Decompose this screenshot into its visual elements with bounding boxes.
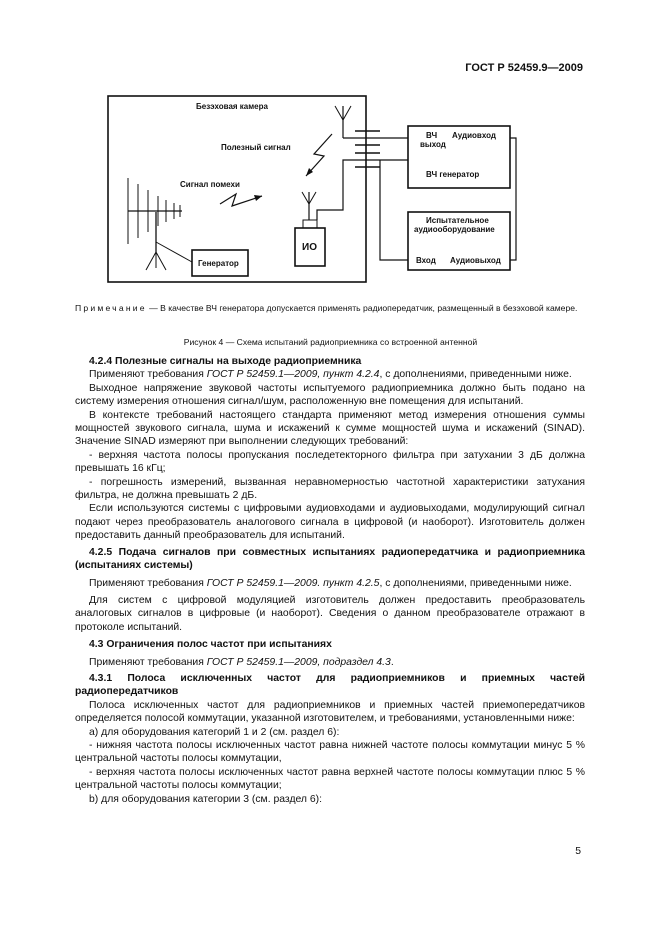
standard-reference: ГОСТ Р 52459.1—2009, подраздел 4.3 [206,656,391,668]
text-run: Применяют требования [89,656,207,668]
text-run: . [390,656,394,668]
section-4-2-4-title: 4.2.4 Полезные сигналы на выходе радиоприемника [89,356,362,367]
figure-caption: Рисунок 4 — Схема испытаний радиоприемника со встроенной антенной [183,337,478,347]
test-setup-diagram [100,92,520,292]
paragraph: Для систем с цифровой модуляцией изготовитель должен предоставить преобразователь аналоговых сигналов в цифровые (и наоборот). Сведения о данном преобразователе отражают в протоколе испытаний. [75,594,585,633]
test-equipment-label-1: Испытательное [426,216,489,225]
document-body [75,352,585,806]
list-item: - погрешность измерений, вызванная неравномерностью частотной характеристики затухания фильтра, не должна превышать 2 дБ. [75,476,585,502]
text-run: Применяют требования [89,577,207,589]
generator-label: Генератор [198,259,239,268]
section-4-3-title: 4.3 Ограничения полос частот при испытаниях [89,639,332,651]
text-run: , с дополнениями, приведенными ниже. [379,577,572,589]
paragraph: Полоса исключенных частот для радиоприемников и приемных частей приемопередатчиков определяется полосой коммутации, указанной изготовителем, и требованиями, установленными ниже: [75,699,585,725]
standard-reference: ГОСТ Р 52459.1—2009. пункт 4.2.5 [206,577,380,589]
rf-label-1: ВЧ [426,131,438,140]
audio-cable [317,160,408,220]
list-item: b) для оборудования категории 3 (см. раздел 6): [89,793,323,805]
paragraph: В контексте требований настоящего стандарта применяют метод измерения отношения суммы мощностей звукового сигнала, шума и искажений к сумме мощностей шума и искажений (SINAD). Значение SINAD измеряют при выполнении следующих требований: [75,409,585,448]
audio-out-label: Аудиовыход [450,256,501,265]
list-item: a) для оборудования категорий 1 и 2 (см. раздел 6): [89,726,340,738]
interference-label: Сигнал помехи [180,180,240,189]
diagram-svg [100,92,520,292]
paragraph [75,368,585,381]
rf-generator-label: ВЧ генератор [426,170,480,179]
anechoic-chamber-box [108,96,366,282]
section-4-3-1-title: 4.3.1 Полоса исключенных частот для радиоприемников и приемных частей радиопередатчиков [75,672,585,698]
text-run: Применяют требования [89,369,207,381]
paragraph: Если используются системы с цифровыми аудиовходами и аудиовыходами, модулирующий сигнал подают через преобразователь аналогового сигнала в цифровой (и наоборот). Изготовитель должен предоставить данный преобразователь для испытаний. [75,503,585,542]
page-number: 5 [575,846,581,857]
document-header: ГОСТ Р 52459.9—2009 [465,62,583,74]
useful-signal-label: Полезный сигнал [221,143,291,152]
list-item: - верхняя частота полосы исключенных частот равна верхней частоте полосы коммутации плюс 5 % центральной частоты полосы коммутации; [75,766,585,792]
note-text: — В качестве ВЧ генератора допускается применять радиопередатчик, размещенный в безэховой камере. [146,303,578,313]
figure-note [75,302,585,315]
text-run: , с дополнениями, приведенными ниже. [379,369,572,381]
test-equipment-label-2: аудиооборудование [414,225,495,234]
standard-reference: ГОСТ Р 52459.1—2009, пункт 4.2.4 [206,369,380,381]
chamber-label: Безэховая камера [196,102,268,111]
section-4-2-5-title: 4.2.5 Подача сигналов при совместных испытаниях радиопередатчика и радиоприемника (испытаниях системы) [75,546,585,572]
list-item: - верхняя частота полосы пропускания последетекторного фильтра при затухании 3 дБ должна превышать 16 кГц; [75,449,585,475]
input-label: Вход [416,256,436,265]
audio-in-label: Аудиовход [452,131,496,140]
paragraph: Выходное напряжение звуковой частоты испытуемого радиоприемника должно быть подано на систему измерения отношения сигнал/шум, расположенную вне помещения для испытаний. [75,382,585,408]
paragraph [75,656,585,669]
list-item: - нижняя частота полосы исключенных частот равна нижней частоте полосы коммутации минус 5 % центральной частоты полосы коммутации, [75,739,585,765]
paragraph [75,577,585,590]
note-label: Примечание [75,303,147,313]
audio-link [510,138,516,260]
io-label: ИО [302,242,317,253]
rf-label-2: выход [420,140,446,149]
